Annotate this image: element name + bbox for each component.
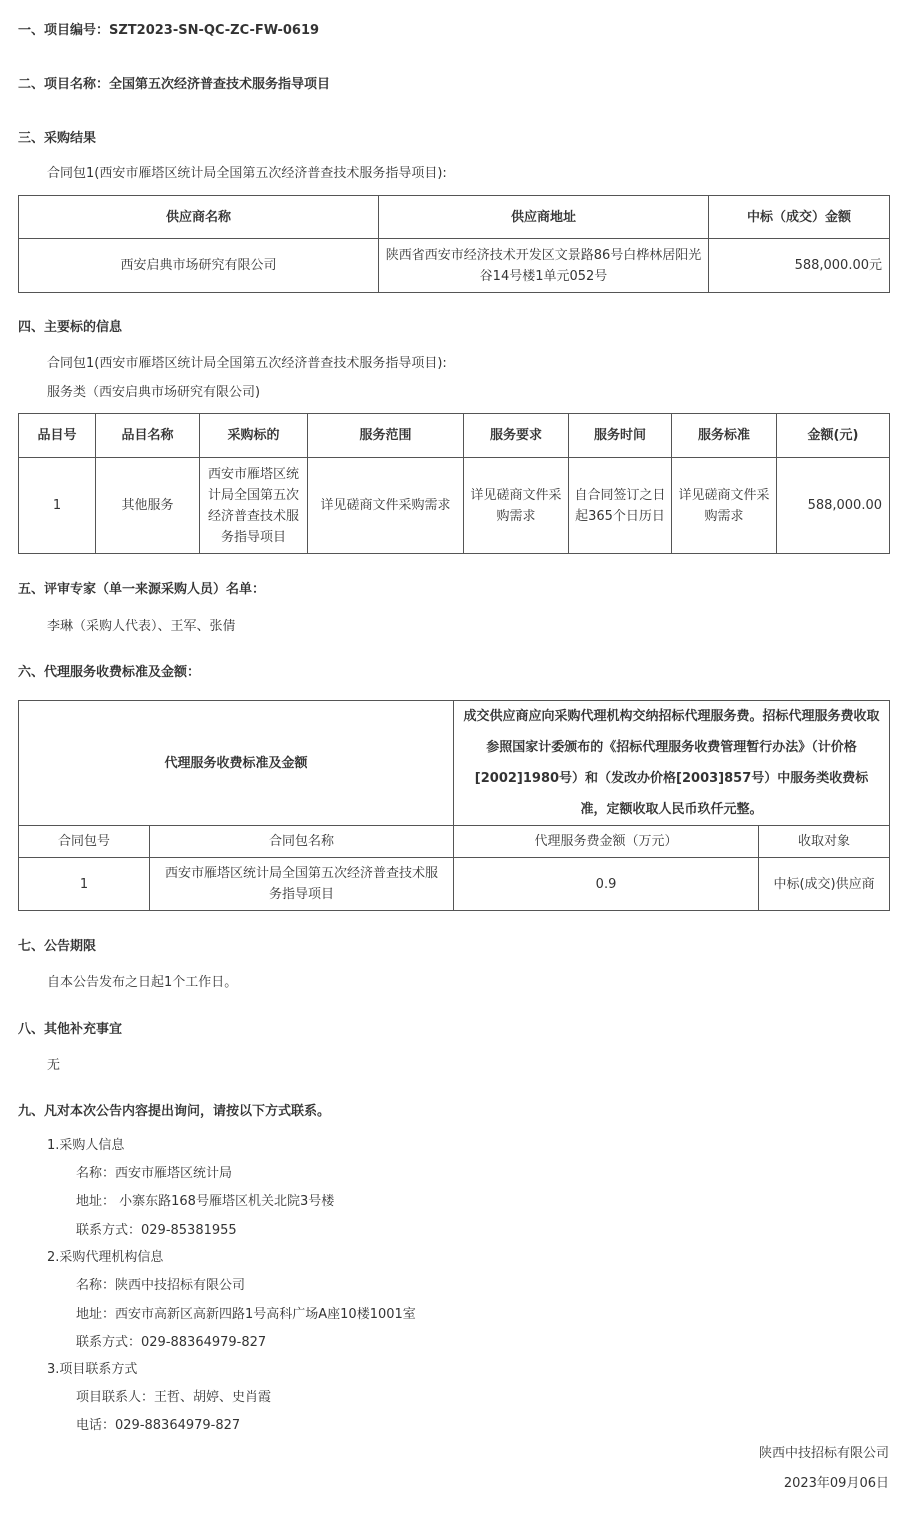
purchaser-info-title: 1.采购人信息 [47, 1138, 125, 1153]
supplier-address: 陕西省西安市经济技术开发区文景路86号白桦林居阳光谷14号楼1单元052号 [379, 239, 709, 293]
result-table [18, 195, 890, 293]
agency-info-title: 2.采购代理机构信息 [47, 1250, 164, 1265]
purchaser-address: 地址： 小寨东路168号雁塔区机关北院3号楼 [76, 1194, 335, 1209]
items-table [18, 413, 890, 554]
project-name-value: 全国第五次经济普查技术服务指导项目 [109, 77, 331, 92]
item-standard: 详见磋商文件采购需求 [672, 458, 777, 554]
agency-fee-description: 成交供应商应向采购代理机构交纳招标代理服务费。招标代理服务费收取参照国家计委颁布的《招标代理服务收费管理暂行办法》（计价格[2002]1980号）和（发改办价格[2003]857号）中服务类收费标准，定额收取人民币玖仟元整。 [454, 701, 890, 826]
table-row [19, 458, 890, 554]
table-row [19, 858, 890, 911]
project-name-line [18, 73, 330, 92]
header-time: 服务时间 [569, 414, 672, 458]
item-time: 自合同签订之日起365个日历日 [569, 458, 672, 554]
project-contact-people: 项目联系人：王哲、胡婷、史肖霞 [76, 1390, 272, 1405]
header-scope: 服务范围 [308, 414, 464, 458]
agency-name: 名称：陕西中技招标有限公司 [76, 1278, 246, 1293]
item-target: 西安市雁塔区统计局全国第五次经济普查技术服务指导项目 [200, 458, 308, 554]
table-row [19, 239, 890, 293]
agency-address: 地址：西安市高新区高新四路1号高科广场A座10楼1001室 [76, 1307, 416, 1322]
fee-payer: 中标(成交)供应商 [759, 858, 890, 911]
footer-organization: 陕西中技招标有限公司 [758, 1446, 889, 1461]
project-name-label: 二、项目名称： [18, 77, 110, 92]
purchaser-name: 名称：西安市雁塔区统计局 [76, 1166, 233, 1181]
section-title-main-items: 四、主要标的信息 [18, 320, 123, 335]
item-amount: 588,000.00 [777, 458, 890, 554]
agency-phone: 联系方式：029-88364979-827 [76, 1335, 267, 1350]
header-supplier-address: 供应商地址 [379, 196, 709, 239]
fee-amount: 0.9 [454, 858, 759, 911]
expert-names: 李琳（采购人代表）、王军、张倩 [47, 619, 236, 634]
purchaser-phone: 联系方式：029-85381955 [76, 1223, 237, 1238]
header-award-amount: 中标（成交）金额 [709, 196, 890, 239]
project-contact-phone: 电话：029-88364979-827 [76, 1418, 241, 1433]
contract-package-line: 合同包1(西安市雁塔区统计局全国第五次经济普查技术服务指导项目): [47, 166, 447, 181]
service-category-line: 服务类（西安启典市场研究有限公司) [47, 385, 261, 400]
item-requirement: 详见磋商文件采购需求 [464, 458, 569, 554]
header-item-no: 品目号 [19, 414, 96, 458]
section-title-procurement-result: 三、采购结果 [18, 131, 97, 146]
header-package-no: 合同包号 [19, 826, 150, 858]
agency-fee-standard-row [19, 701, 890, 826]
header-fee-payer: 收取对象 [759, 826, 890, 858]
agency-fee-table [18, 700, 890, 911]
header-supplier-name: 供应商名称 [19, 196, 379, 239]
header-fee-amount: 代理服务费金额（万元） [454, 826, 759, 858]
footer-date: 2023年09月06日 [783, 1476, 889, 1491]
agency-fee-header-row [19, 826, 890, 858]
supplier-name: 西安启典市场研究有限公司 [19, 239, 379, 293]
section-title-agency-fee: 六、代理服务收费标准及金额： [18, 665, 201, 680]
award-amount: 588,000.00元 [709, 239, 890, 293]
header-amount: 金额(元) [777, 414, 890, 458]
project-contact-title: 3.项目联系方式 [47, 1362, 138, 1377]
section-title-other-matters: 八、其他补充事宜 [18, 1022, 123, 1037]
announcement-period-text: 自本公告发布之日起1个工作日。 [47, 975, 238, 990]
item-no: 1 [19, 458, 96, 554]
project-number-value: SZT2023-SN-QC-ZC-FW-0619 [109, 23, 320, 38]
section-title-announcement-period: 七、公告期限 [18, 939, 97, 954]
result-table-header [19, 196, 890, 239]
header-standard: 服务标准 [672, 414, 777, 458]
header-requirement: 服务要求 [464, 414, 569, 458]
item-scope: 详见磋商文件采购需求 [308, 458, 464, 554]
header-package-name: 合同包名称 [150, 826, 454, 858]
items-table-header [19, 414, 890, 458]
section-title-experts: 五、评审专家（单一来源采购人员）名单： [18, 582, 266, 597]
item-name: 其他服务 [96, 458, 200, 554]
header-item-name: 品目名称 [96, 414, 200, 458]
agency-fee-label: 代理服务收费标准及金额 [19, 701, 454, 826]
section-title-contact: 九、凡对本次公告内容提出询问，请按以下方式联系。 [18, 1104, 331, 1119]
project-number-line [18, 19, 319, 38]
other-matters-text: 无 [47, 1058, 61, 1073]
package-name: 西安市雁塔区统计局全国第五次经济普查技术服务指导项目 [150, 858, 454, 911]
header-target: 采购标的 [200, 414, 308, 458]
contract-package-line-2: 合同包1(西安市雁塔区统计局全国第五次经济普查技术服务指导项目): [47, 356, 447, 371]
package-no: 1 [19, 858, 150, 911]
project-number-label: 一、项目编号： [18, 23, 110, 38]
